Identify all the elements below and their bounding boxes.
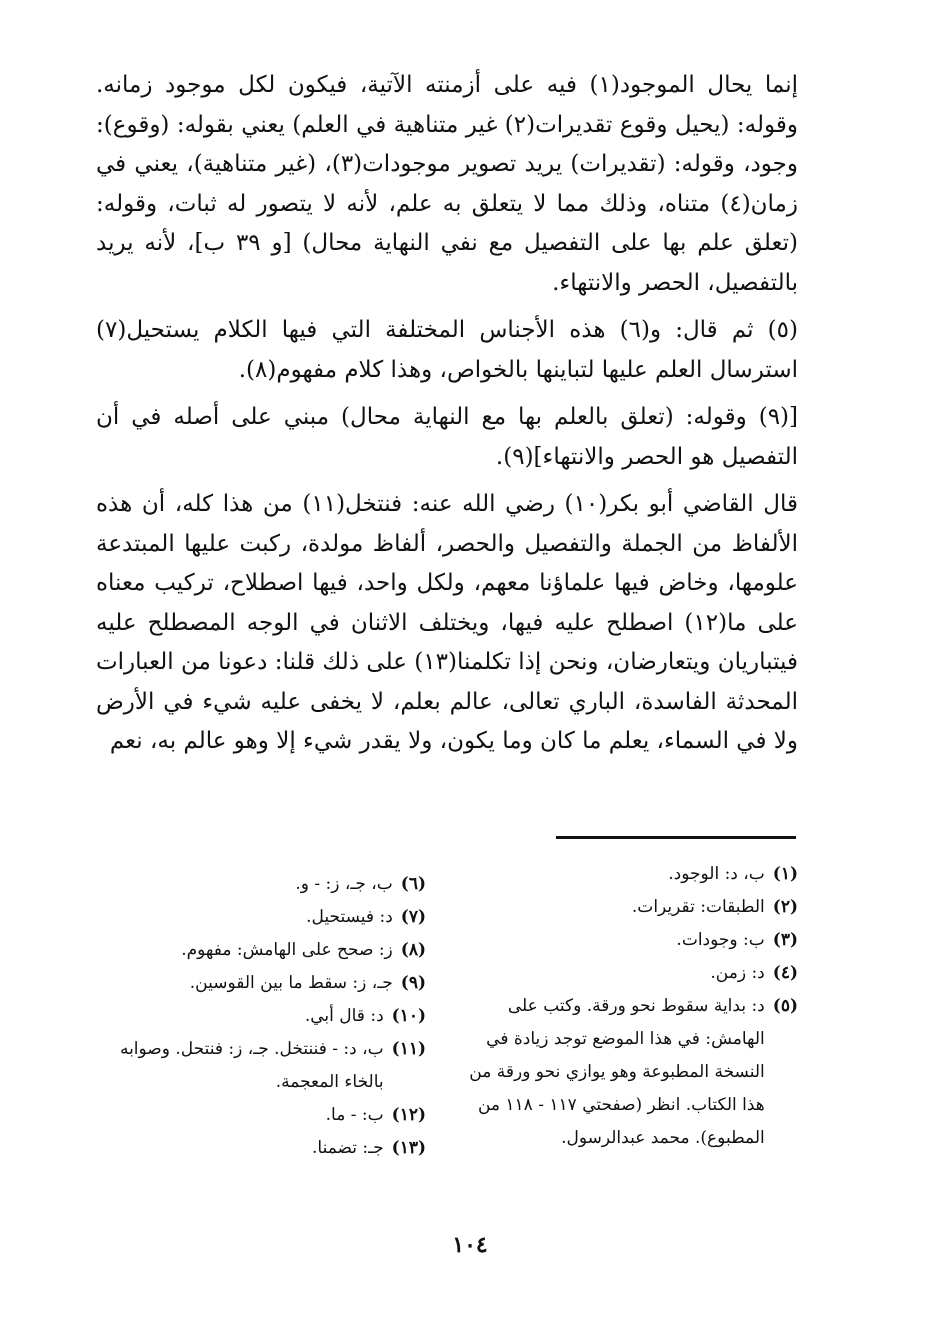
footnote-2	[456, 891, 798, 924]
footnote-10	[90, 1000, 426, 1033]
footnote-text: ب، جـ، ز: - و.	[295, 874, 393, 894]
footnotes-left-column	[90, 868, 426, 1165]
footnote-number: (١)	[772, 864, 798, 884]
footnote-5	[456, 990, 798, 1155]
footnote-number: (٦)	[400, 874, 426, 894]
footnote-number: (٤)	[772, 963, 798, 983]
footnote-text: ب، د: - فننتخل. جـ، ز: فنتحل. وصوابه بالخاء المعجمة.	[119, 1039, 384, 1092]
footnote-number: (١٢)	[391, 1105, 426, 1125]
footnote-8	[90, 934, 426, 967]
footnote-number: (٣)	[772, 930, 798, 950]
footnote-1	[456, 858, 798, 891]
footnotes-right-column	[456, 858, 798, 1155]
footnote-7	[90, 901, 426, 934]
footnote-number: (٥)	[772, 996, 798, 1016]
footnote-text: د: قال أبي.	[304, 1006, 384, 1026]
footnote-text: د: زمن.	[710, 963, 765, 983]
footnote-6	[90, 868, 426, 901]
paragraph-2: (٥) ثم قال: و(٦) هذه الأجناس المختلفة التي فيها الكلام يستحيل(٧) استرسال العلم عليها لتباينها بالخواص، وهذا كلام مفهوم(٨).	[96, 317, 798, 383]
footnote-text: د: بداية سقوط نحو ورقة. وكتب على الهامش: في هذا الموضع توجد زيادة في النسخة المطبوعة وهو يوازي نحو ورقة من هذا الكتاب. انظر (صفحتي ١١٧ - ١١٨ من المطبوع). محمد عبدالرسول.	[469, 996, 765, 1148]
footnote-number: (٨)	[400, 940, 426, 960]
paragraph-4: قال القاضي أبو بكر(١٠) رضي الله عنه: فنتخل(١١) من هذا كله، أن هذه الألفاظ من الجملة والتفصيل والحصر، ألفاظ مولدة، ركبت عليها المبتدعة علومها، وخاض فيها علماؤنا معهم، ولكل واحد، فيها اصطلاح، تركيب معناه على ما(١٢) اصطلح عليه فيها، ويختلف الاثنان في الوجه المصطلح عليه فيتباريان ويتعارضان، ونحن إذا تكلمنا(١٣) على ذلك قلنا: دعونا من العبارات المحدثة الفاسدة، الباري تعالى، عالم بعلم، لا يخفى عليه شيء في الأرض ولا في السماء، يعلم ما كان وما يكون، ولا يقدر شيء إلا وهو عالم به، نعم	[96, 491, 798, 754]
footnote-text: جـ، ز: سقط ما بين القوسين.	[189, 973, 393, 993]
footnote-text: ب، د: الوجود.	[668, 864, 765, 884]
main-text	[96, 66, 798, 762]
footnote-11	[90, 1033, 426, 1099]
footnote-number: (٢)	[772, 897, 798, 917]
footnote-text: ب: - ما.	[325, 1105, 384, 1125]
paragraph-3: [(٩) وقوله: (تعلق بالعلم بها مع النهاية محال) مبني على أصله في أن التفصيل هو الحصر والانتهاء](٩).	[96, 404, 798, 470]
footnote-text: جـ: تضمنا.	[312, 1138, 384, 1158]
footnote-text: د: فيستحيل.	[306, 907, 393, 927]
paragraph-1: إنما يحال الموجود(١) فيه على أزمنته الآتية، فيكون لكل موجود زمانه. وقوله: (يحيل وقوع تقديرات(٢) غير متناهية في العلم) يعني بقوله: (وقوع): وجود، وقوله: (تقديرات) يريد تصوير موجودات(٣)، (غير متناهية)، يعني في زمان(٤) متناه، وذلك مما لا يتعلق به علم، لأنه لا يتصور له ثبات، وقوله: (تعلق علم بها على التفصيل مع نفي النهاية محال) [و ٣٩ ب]، لأنه يريد بالتفصيل، الحصر والانتهاء.	[96, 72, 798, 296]
footnote-text: ز: صحح على الهامش: مفهوم.	[181, 940, 393, 960]
footnote-separator	[556, 836, 796, 839]
footnote-3	[456, 924, 798, 957]
footnote-4	[456, 957, 798, 990]
footnote-text: ب: وجودات.	[676, 930, 765, 950]
footnote-text: الطبقات: تقريرات.	[631, 897, 765, 917]
footnote-number: (١٠)	[391, 1006, 426, 1026]
footnote-12	[90, 1099, 426, 1132]
footnote-number: (٧)	[400, 907, 426, 927]
footnote-13	[90, 1132, 426, 1165]
footnote-number: (٩)	[400, 973, 426, 993]
footnote-9	[90, 967, 426, 1000]
footnote-number: (١٣)	[391, 1138, 426, 1158]
page-number: ١٠٤	[452, 1232, 488, 1258]
footnote-number: (١١)	[391, 1039, 426, 1059]
